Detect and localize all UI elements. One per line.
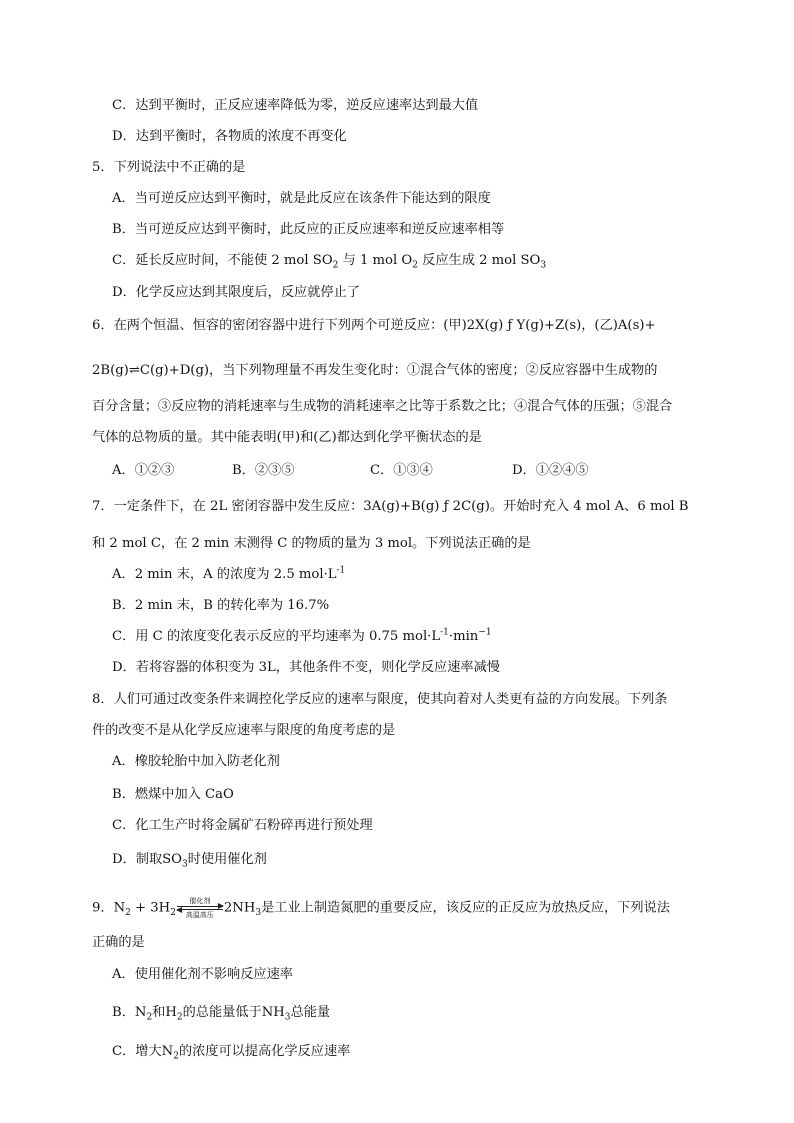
- q6-stem-line2: 2B(g)⇌C(g)+D(g)，当下列物理量不再发生变化时：①混合气体的密度；②反应容器中生成物的: [92, 363, 658, 378]
- q6-option-d: D．①②④⑤: [512, 463, 589, 478]
- q8-option-b: B．燃煤中加入 CaO: [112, 787, 234, 802]
- q8-option-a: A．橡胶轮胎中加入防老化剂: [112, 754, 280, 769]
- q6-stem-line4: 气体的总物质的量。其中能表明(甲)和(乙)都达到化学平衡状态的是: [92, 430, 482, 445]
- q6-stem-line3: 百分含量；③反应物的消耗速率与生成物的消耗速率之比等于系数之比；④混合气体的压强；⑤混合: [92, 399, 673, 414]
- q5-option-a: A．当可逆反应达到平衡时，就是此反应在该条件下能达到的限度: [112, 191, 491, 206]
- q6-stem-line1: 6．在两个恒温、恒容的密闭容器中进行下列两个可逆反应：(甲)2X(g) ƒ Y(g)+Z(s)，(乙)A(s)+: [92, 318, 656, 333]
- q5-stem: 5．下列说法中不正确的是: [92, 160, 246, 175]
- q7-equation: 3A(g)+B(g) ƒ 2C(g): [363, 499, 490, 514]
- q7-option-d: D．若将容器的体积变为 3L，其他条件不变，则化学反应速率减慢: [112, 660, 500, 675]
- q8-option-c: C．化工生产时将金属矿石粉碎再进行预处理: [112, 818, 373, 833]
- q9-option-a: A．使用催化剂不影响反应速率: [112, 967, 293, 982]
- q5-option-b: B．当可逆反应达到平衡时，此反应的正反应速率和逆反应速率相等: [112, 222, 505, 237]
- q5-option-c: C．延长反应时间，不能使 2 mol $SO_2$ 与 1 mol $O_2$ 反应生成 2 mol $SO_3$: [112, 253, 547, 271]
- q9-option-b: B．$N_2$和$H_2$的总能量低于$NH_3$总能量: [112, 1005, 331, 1023]
- q9-stem-line2: 正确的是: [92, 935, 145, 950]
- q7-stem-line1: 7．一定条件下，在 2L 密闭容器中发生反应：3A(g)+B(g) ƒ 2C(g)。开始时充入 4 mol A、6 mol B: [92, 499, 689, 514]
- reversible-arrow-icon: 催化剂 高温高压: [177, 897, 223, 919]
- q9-option-c: C．增大$N_2$的浓度可以提高化学反应速率: [112, 1044, 351, 1062]
- q7-stem-line2: 和 2 mol C，在 2 min 末测得 C 的物质的量为 3 mol。下列说法正确的是: [92, 536, 531, 551]
- q7-option-a: A．2 min 末，A 的浓度为 2.5 $mol\cdot L^{-1}$: [112, 565, 346, 582]
- q5-option-d: D．化学反应达到其限度后，反应就停止了: [112, 285, 360, 300]
- q7-option-c: C．用 C 的浓度变化表示反应的平均速率为 0.75 $mol\cdot L^{-1}\cdot\min^{-1}$: [112, 627, 492, 644]
- q6-options: [112, 462, 589, 480]
- q4-option-d: D．达到平衡时，各物质的浓度不再变化: [112, 129, 347, 144]
- q6-option-c: C．①③④: [370, 463, 433, 478]
- q6-equation-yi: 2B(g)⇌C(g)+D(g): [92, 363, 210, 378]
- q4-option-c: C．达到平衡时，正反应速率降低为零，逆反应速率达到最大值: [112, 98, 479, 113]
- q9-stem-line1: 9．$N_2 + 3H_2$ 催化剂 高温高压 $2NH_3$是工业上制造氮肥的重要反应，该反应的正反应为放热反应，下列说法: [92, 897, 670, 919]
- q8-option-d: D．制取$SO_3$时使用催化剂: [112, 852, 267, 870]
- q8-stem-line1: 8．人们可通过改变条件来调控化学反应的速率与限度，使其向着对人类更有益的方向发展。下列条: [92, 692, 668, 707]
- q6-option-a: A．①②③: [112, 463, 175, 478]
- q8-stem-line2: 件的改变不是从化学反应速率与限度的角度考虑的是: [92, 723, 396, 738]
- q6-equation-jia: 2X(g) ƒ Y(g)+Z(s)，(乙)A(s)+: [466, 318, 656, 333]
- q7-option-b: B．2 min 末，B 的转化率为 16.7%: [112, 598, 330, 613]
- q6-option-b: B．②③⑤: [232, 463, 295, 478]
